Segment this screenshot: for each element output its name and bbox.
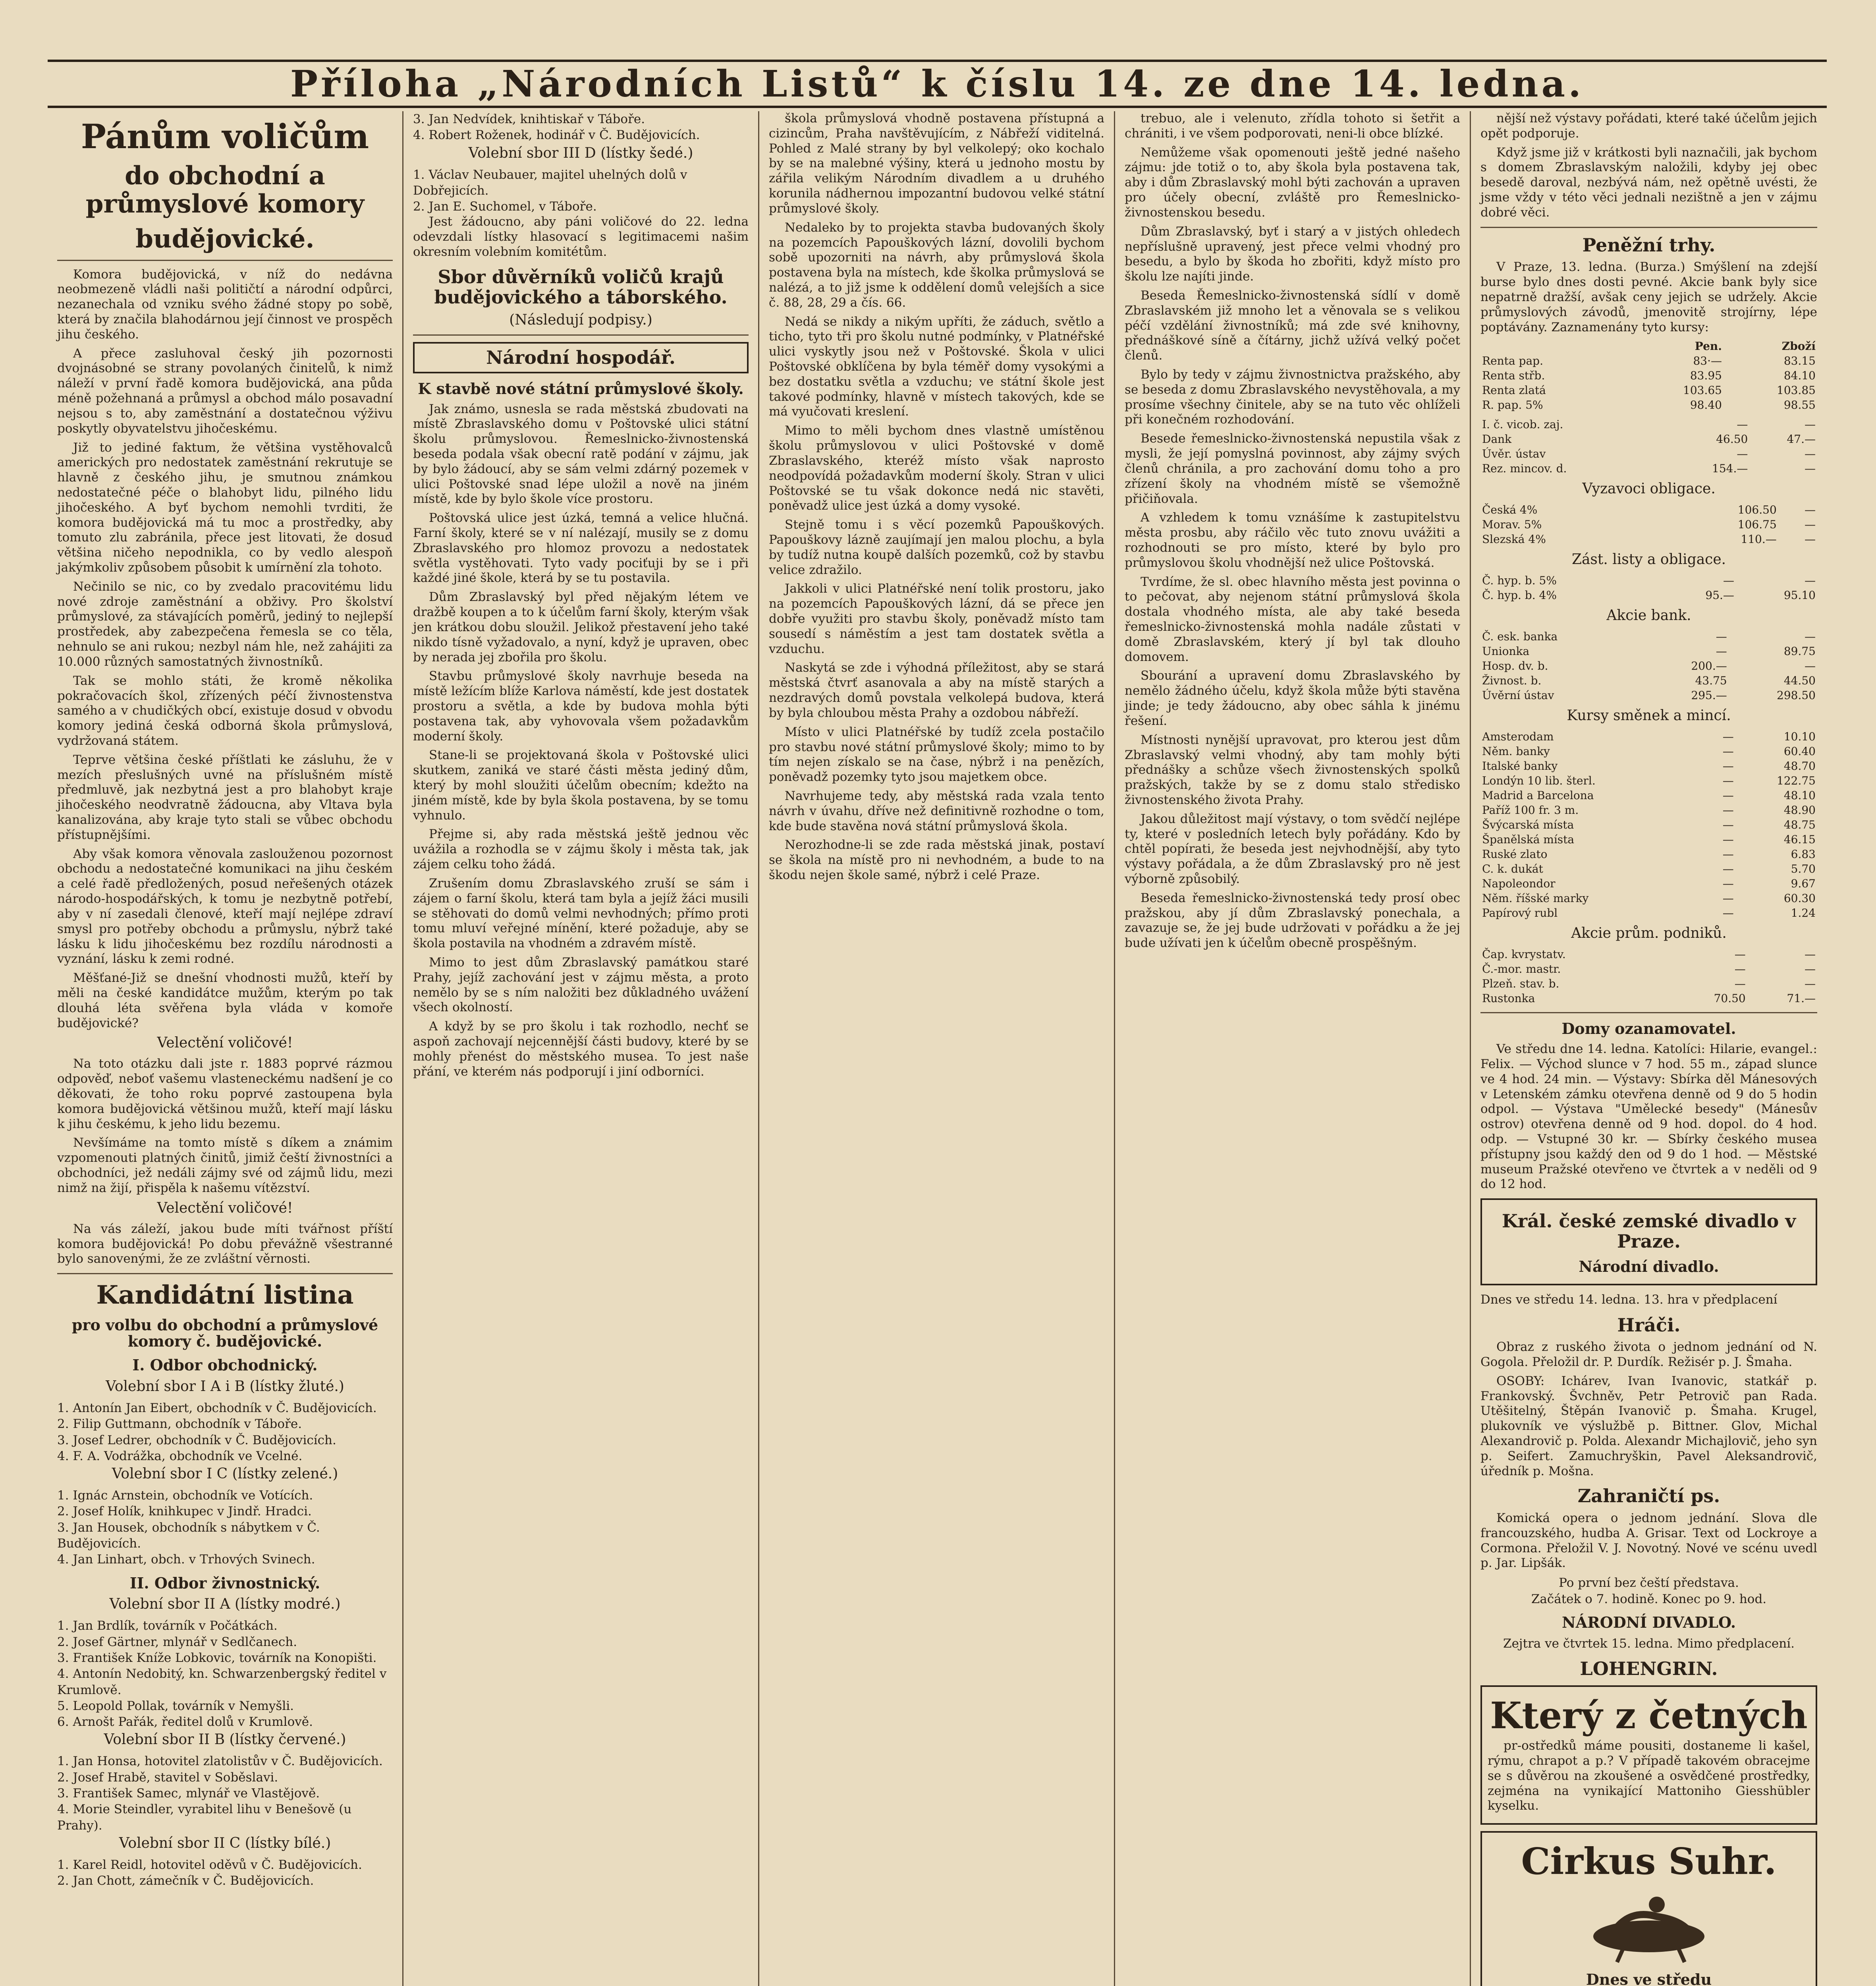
- table-cell: Papírový rubl: [1482, 906, 1558, 920]
- table-cell: R. pap. 5%: [1482, 398, 1543, 412]
- table-row: [1480, 991, 1817, 1006]
- table-cell: —: [1722, 759, 1734, 773]
- table-cell: 122.75: [1777, 774, 1816, 788]
- table-cell: —: [1716, 645, 1727, 658]
- table-cell: —: [1737, 418, 1748, 431]
- col1-title: Pánům voličům: [81, 117, 369, 156]
- table-header: [1480, 339, 1630, 354]
- table-cell: —: [1805, 418, 1816, 431]
- theatre-start: Začátek o 7. hodině. Konec po 9. hod.: [1531, 1592, 1767, 1606]
- table-header-row: [1480, 339, 1817, 354]
- candidate: 3. Jan Housek, obchodník s nábytkem v Č. Budějovicích.: [57, 1520, 320, 1551]
- theatre-title: NÁRODNÍ DIVADLO.: [1561, 1613, 1736, 1631]
- candidate: 4. Jan Linhart, obch. v Trhových Svinech.: [57, 1552, 315, 1567]
- table-row: [1480, 573, 1817, 588]
- table-row: [1480, 906, 1817, 920]
- advertisement-kasel: [1480, 1685, 1817, 1825]
- table-cell: 48.75: [1783, 818, 1816, 832]
- table-cell: —: [1722, 877, 1734, 891]
- table-cell: 46.50: [1716, 433, 1748, 446]
- candidate: 4. Morie Steindler, vyrabitel lihu v Benešově (u Prahy).: [57, 1802, 352, 1833]
- candidate: 1. Antonín Jan Eibert, obchodník v Č. Budějovicích.: [57, 1401, 377, 1415]
- ad-title: Který z četných: [1490, 1694, 1808, 1737]
- table-header: Zboží: [1781, 340, 1816, 353]
- paragraph: Nevšímáme na tomto místě s díkem a známim vzpomenouti platných činitů, jimiž čeští živnostníci a obchodníci, jež nedáli zájmy své od zájmů lidu, mezi nimž na žijí, přispěla k našemu vítězství.: [57, 1136, 393, 1195]
- table-row: [1480, 673, 1817, 688]
- theatre-box: [1480, 1198, 1817, 1285]
- table-cell: Česká 4%: [1482, 503, 1538, 517]
- paragraph: Jakkoli v ulici Platnéřské není tolik prostoru, jako na pozemcích Papouškových lázní, dá se přece jen dobře využiti pro stavbu školy, poněvadž místo tam sousedí s náměstím a jest tam dostatek světla a vzduchu.: [769, 582, 1104, 656]
- table-row: [1480, 688, 1817, 703]
- paragraph: Zrušením domu Zbraslavského zruší se sám i zájem o farní školu, která tam byla a jejíž žáci musili se stěhovati do domů velmi nevhodných; přímo proti tomu mluví veřejné mínění, které požaduje, aby se škola postavila na vhodném a zdravém místě.: [413, 876, 749, 951]
- table-cell: 48.70: [1783, 759, 1816, 773]
- paragraph: Měšťané-Již se dnešní vhodnosti mužů, kteří by měli na české kandidátce mužům, kterým po tak dlouhá léta svěřena byla vláda v komoře budějovické?: [57, 971, 393, 1030]
- masthead: Příloha „Národních Listů“ k číslu 14. ze dne 14. ledna.: [48, 60, 1827, 108]
- table-row: [1480, 398, 1817, 412]
- table-title: Akcie prům. podniků.: [1571, 925, 1727, 942]
- ad-title: Cirkus Suhr.: [1521, 1840, 1777, 1883]
- play-cast: OSOBY: Ichárev, Ivan Ivanovic, statkář p. Frankovský. Švchněv, Petr Petrovič pan Rada. Utěšitelný, Štěpán Ivanovič p. Šmaha. Krugel, plukovník ve výslužbě p. Bittner. Glov, Michal Alexandrovič p. Polda. Alexandr Michajlovič, jeho syn p. Seifert. Zamuchryškin, Pavel Aleksandrovič, úředník p. Mošna.: [1480, 1374, 1817, 1478]
- paragraph: Navrhujeme tedy, aby městská rada vzala tento návrh v úvahu, dříve než definitivně rozhodne o tom, kde bude stavěna nová státní průmyslová škola.: [769, 788, 1104, 833]
- paragraph: Na toto otázku dali jste r. 1883 poprvé rázmou odpověď, neboť vašemu vlasteneckému nadšení je co děkovati, že toho roku poprvé zastoupena byla komora budějovická většinou mužů, kteří mají lásku k jihu českému, k jeho lidu bezemu.: [57, 1057, 393, 1131]
- paragraph: Místo v ulici Platnéřské by tudíž zcela postačilo pro stavbu nové státní průmyslové školy; mimo to by tím nejen získalo se na čase, nýbrž i na penězích, poněvadž pozemky tyto jsou majetkem obce.: [769, 724, 1104, 784]
- table-row: [1480, 759, 1817, 773]
- paragraph: Besede řemeslnicko-živnostenská nepustila však z mysli, že její pomyslná povinnost, aby zájmy svých členů chránila, a pro zachování domu toho a pro zřízení školy na vhodném místě se všemožně přičiňovala.: [1125, 431, 1460, 506]
- table-cell: 83.15: [1783, 354, 1816, 368]
- subheading: Velectění voličové!: [157, 1035, 293, 1051]
- table-cell: 103.65: [1683, 384, 1722, 397]
- table-cell: Švýcarská místa: [1482, 818, 1574, 832]
- table-cell: 83.95: [1690, 369, 1722, 383]
- divider: [57, 260, 393, 261]
- paragraph: Přejme si, aby rada městská ještě jednou věc uvážila a rozhodla se v zájmu školy i města tak, jak zájem celku toho žádá.: [413, 827, 749, 872]
- table-cell: —: [1722, 774, 1734, 788]
- theatre-price: Po první bez čeští představa.: [1559, 1576, 1739, 1590]
- paragraph: Když jsme již v krátkosti byli naznačili, jak bychom s domem Zbraslavským naložili, kdyby jej obec besedě daroval, nezbývá nám, než opětně uvésti, že jsme vždy v této věci jednali nezištně a jen v zájmu dobré věci.: [1480, 145, 1817, 220]
- col1-title-3: budějovické.: [135, 224, 315, 254]
- table-cell: Paříž 100 fr. 3 m.: [1482, 804, 1579, 817]
- candidate: 1. Ignác Arnstein, obchodník ve Votících.: [57, 1488, 313, 1503]
- table-cell: Ruské zlato: [1482, 848, 1548, 861]
- table-cell: Renta střb.: [1482, 369, 1545, 383]
- table-cell: —: [1722, 730, 1734, 744]
- column-5: [1471, 111, 1827, 1986]
- column-3: [759, 111, 1115, 1986]
- table-cell: —: [1716, 630, 1727, 643]
- table-cell: Unionka: [1482, 645, 1530, 658]
- table-cell: 110.—: [1741, 533, 1777, 546]
- table-row: [1480, 659, 1817, 673]
- section-heading: I. Odbor obchodnický.: [132, 1356, 318, 1374]
- advertisement-circus: [1480, 1831, 1817, 1986]
- table-cell: —: [1805, 518, 1816, 531]
- play-title: LOHENGRIN.: [1580, 1658, 1718, 1679]
- table-body: [1480, 947, 1817, 1006]
- table-body: [1480, 573, 1817, 603]
- table-row: [1480, 729, 1817, 744]
- table-cell: 10.10: [1783, 730, 1816, 744]
- table-cell: —: [1722, 804, 1734, 817]
- table-cell: 298.50: [1777, 689, 1816, 702]
- table-row: [1480, 947, 1817, 962]
- paragraph: Jakou důležitost mají výstavy, o tom svědčí nejlépe ty, které v posledních letech byly pořádány. Kdo by chtěl popírati, že beseda jest nejvhodnější, aby tyto výstavy pořádala, a že dům Zbraslavský pro ně jest výborně způsobilý.: [1125, 811, 1460, 886]
- table-cell: Renta zlatá: [1482, 384, 1546, 397]
- finance-table-banks: [1480, 629, 1817, 703]
- table-cell: Italské banky: [1482, 759, 1558, 773]
- paragraph: Místnosti nynější upravovat, pro kterou jest dům Zbraslavský velmi vhodný, aby tam mohly býti přednášky a schůze všech živnostenských spolků pražských, takže by se z domu stalo středisko živnostenského života Prahy.: [1125, 732, 1460, 807]
- table-cell: 84.10: [1783, 369, 1816, 383]
- voting-body: Volební sbor II B (lístky červené.): [104, 1731, 346, 1748]
- candidate: 2. Josef Hrabě, stavitel v Soběslavi.: [57, 1770, 278, 1785]
- table-title: Kursy směnek a mincí.: [1567, 707, 1731, 724]
- candidate: 1. Karel Reidl, hotovitel oděvů v Č. Budějovicích.: [57, 1857, 362, 1872]
- table-cell: —: [1722, 848, 1734, 861]
- table-row: [1480, 644, 1817, 659]
- play-description: Komická opera o jednom jednání. Slova dle francouzského, hudba A. Grisar. Text od Lockroye a Cormona. Přeložil V. J. Novotný. Nové ve scénu uvedl p. Jar. Lipšák.: [1480, 1511, 1817, 1571]
- voting-body: Volební sbor III D (lístky šedé.): [468, 145, 693, 161]
- table-cell: 70.50: [1714, 992, 1746, 1005]
- paragraph: Beseda řemeslnicko-živnostenská tedy prosí obec pražskou, aby jí dům Zbraslavský ponechala, a zavazuje se, že jej bude udržovati v pořádku a že jej bude užívati jen k účelům obecně prospěšným.: [1125, 891, 1460, 950]
- candidate-list-subtitle: pro volbu do obchodní a průmyslové komory č. budějovické.: [71, 1316, 378, 1350]
- divider: [413, 334, 749, 336]
- paragraph: Nerozhodne-li se zde rada městská jinak, postaví se škola na místě pro ni nevhodném, a bude to na škodu nejen škole samé, nýbrž i celé Praze.: [769, 838, 1104, 882]
- finance-table-industry: [1480, 947, 1817, 1006]
- table-row: [1480, 832, 1817, 847]
- candidate: 2. Filip Guttmann, obchodník v Táboře.: [57, 1417, 302, 1432]
- finance-table-other: [1480, 417, 1817, 476]
- table-cell: 5.70: [1791, 862, 1816, 876]
- table-cell: 71.—: [1787, 992, 1816, 1005]
- theatre-date: Dnes ve středu 14. ledna. 13. hra v předplacení: [1480, 1292, 1778, 1307]
- candidate: 2. Josef Holík, knihkupec v Jindř. Hradci.: [57, 1504, 312, 1519]
- table-row: [1480, 502, 1817, 517]
- finance-title: Peněžní trhy.: [1582, 234, 1716, 256]
- finance-paragraph: V Praze, 13. ledna. (Burza.) Smýšlení na zdejší burse bylo dnes dosti pevné. Akcie bank byly sice nepatrně dražší, avšak ceny jejich se udržely. Akcie průmyslových závodů, jmenovitě strojírny, lépe poptávány. Zaznamenány tyto kursy:: [1480, 260, 1817, 334]
- daily-info-title: Domy ozanamovatel.: [1561, 1020, 1736, 1038]
- table-cell: —: [1805, 447, 1816, 461]
- table-cell: 106.50: [1737, 503, 1777, 517]
- table-cell: Čap. kvrystatv.: [1482, 948, 1566, 961]
- paragraph: Komora budějovická, v níž do nedávna neobmezeně vládli naši političtí a národní odpůrci, nezanechala od vzniku svého žádné stopy po sobě, která by značila blahodárnou její činnost ve prospěch jihu českého.: [57, 267, 393, 342]
- candidate: 3. Jan Nedvídek, knihtiskař v Táboře.: [413, 112, 645, 126]
- candidate: 1. Václav Neubauer, majitel uhelných dolů v Dobřejicích.: [413, 167, 687, 198]
- table-cell: 6.83: [1791, 848, 1816, 861]
- daily-info: Ve středu dne 14. ledna. Katolíci: Hilarie, evangel.: Felix. — Východ slunce v 7 hod. 55 m., západ slunce ve 4 hod. 24 min. — Výstavy: Sbírka děl Mánesových v Letenském zámku otevřena denně od 9 do 5 hodin odpol. — Výstava "Umělecké besedy" (Mánesův ostrov) otevřena denně od 9 hod. dopol. do 4 hod. odp. — Vstupné 30 kr. — Sbírky českého musea přístupny jsou každý den od 9 do 1 hod. — Městské museum Pražské otevřeno ve čtvrtek a v neděli od 9 do 12 hod.: [1480, 1042, 1817, 1192]
- voting-body: Volební sbor II A (lístky modré.): [109, 1596, 341, 1613]
- table-cell: Hosp. dv. b.: [1482, 659, 1548, 673]
- play-title: Hráči.: [1617, 1314, 1681, 1336]
- table-cell: Č. hyp. b. 4%: [1482, 589, 1557, 602]
- table-cell: 200.—: [1691, 659, 1727, 673]
- horse-rider-icon: [1565, 1885, 1732, 1964]
- paragraph: škola průmyslová vhodně postavena přístupná a cizincům, Praha navštěvujícím, z Nábřeží viditelná. Pohled z Malé strany by byl velkolepý; oko kochalo by se na malebné výšiny, která u jednoho mostu by zářila velikým Národním divadlem a u druhého korunila nádhernou impozantní budovou velké státní průmyslové školy.: [769, 111, 1104, 216]
- paragraph: Stavbu průmyslové školy navrhuje beseda na místě ležícím blíže Karlova náměstí, kde jest dostatek prostoru a světla, a kde by budova mohla býti postavena tak, aby vyhovovala všem požadavkům moderní školy.: [413, 669, 749, 744]
- table-body: [1480, 417, 1817, 476]
- table-row: [1480, 532, 1817, 547]
- table-row: [1480, 383, 1817, 398]
- table-header: Pen.: [1695, 340, 1722, 353]
- table-cell: —: [1722, 906, 1734, 920]
- table-cell: 103.85: [1777, 384, 1816, 397]
- table-row: [1480, 432, 1817, 446]
- theatre-subtitle: Národní divadlo.: [1579, 1258, 1719, 1276]
- table-cell: 295.—: [1691, 689, 1727, 702]
- table-cell: —: [1805, 948, 1816, 961]
- table-cell: —: [1737, 447, 1748, 461]
- table-cell: —: [1722, 833, 1734, 846]
- table-title: Vyzavoci obligace.: [1582, 481, 1716, 497]
- paragraph: Nemůžeme však opomenouti ještě jedné našeho zájmu: jde totiž o to, aby škola byla postavena tak, aby i dům Zbraslavský mohl býti zachován a upraven pro účely obecní, zvláště pro Řemeslnicko-živnostenskou besedu.: [1125, 145, 1460, 220]
- paragraph: Již to jediné faktum, že většina vystěhovalců amerických pro nedostatek zaměstnání rekrutuje se hlavně z českého jihu, je smutnou známkou nedostatečné péče o blahobyt lidu, pilného lidu jihočeského. A byť bychom nemohli tvrditi, že komora budějovická má tu moc a prostředky, aby tomuto zlu zabránila, přece jest litovati, že dosud většina ničeho nepodnikla, co by vedlo alespoň jakýmkoliv způsobem působit k umírnění zla tohoto.: [57, 440, 393, 575]
- candidate: 2. Jan E. Suchomel, v Táboře.: [413, 199, 597, 214]
- table-cell: Španělská místa: [1482, 833, 1575, 846]
- table-cell: —: [1805, 462, 1816, 475]
- candidate: 1. Jan Brdlík, továrník v Počátkách.: [57, 1619, 278, 1633]
- table-cell: —: [1805, 574, 1816, 587]
- table-cell: —: [1722, 818, 1734, 832]
- paragraph: Tak se mohlo státi, že kromě několika pokračovacích škol, zřízených péčí živnostenstva samého a v chudičkých obcí, existuje dosud v obvodu komory jediná česká odborná škola průmyslová, vydržovaná státem.: [57, 673, 393, 748]
- table-row: [1480, 803, 1817, 817]
- theatre-title: Král. české zemské divadlo v Praze.: [1502, 1210, 1796, 1252]
- table-body: [1480, 502, 1817, 547]
- paragraph: Poštovská ulice jest úzká, temná a velice hlučná. Farní školy, které se v ní nalézají, musily se z domu Zbraslavského pro hlomoz provozu a nedostatek světla vystěhovati. Tyto vady pociťuji by se i při každé jiné škole, která by se tu postavila.: [413, 511, 749, 585]
- subheading: Velectění voličové!: [157, 1200, 293, 1216]
- paragraph: Aby však komora věnovala zaslouženou pozornost obchodu a nedostatečné komunikaci na jihu českém a celé řadě předložených, posud neřešených otázek národo-hospodářských, k tomu je nezbytně potřebí, aby v ní zasedali členové, kteří mají nejlépe zdraví smysl pro potřeby obchodu a průmyslu, nýbrž také lásku k lidu jihočeskému bez rozdílu národnosti a vyznání, lásku k zemi rodné.: [57, 846, 393, 966]
- finance-table-exchange: [1480, 729, 1817, 920]
- table-cell: Rez. mincov. d.: [1482, 462, 1567, 475]
- table-cell: Úvěrní ústav: [1482, 689, 1554, 702]
- paragraph: Dům Zbraslavský, byť i starý a v jistých ohledech nepříslušně upravený, jest přece velmi vhodný pro besedu, a bylo by škoda ho zbořiti, když místo pro školu lze najíti jinde.: [1125, 224, 1460, 284]
- table-cell: 44.50: [1783, 674, 1816, 688]
- paragraph: Dům Zbraslavský byl před nějakým létem ve dražbě koupen a to k účelům farní školy, kterým však jen krátkou dobu sloužil. Jelikož přestavení jeho také nikdo tísně vyžadovalo, a nyní, když je upraven, obec by nerada jej zbořila pro školu.: [413, 590, 749, 665]
- table-row: [1480, 773, 1817, 788]
- paragraph: Teprve většina české příštlati ke zásluhu, že v mezích přeslušných uvné na příslušném místě předmluvě, jak nezbytná jest a pro blahobyt kraje jihočeského neodvratně žádoucna, aby Vltava byla kanalizována, aby kraje tyto stali se vůbec obchodu přístupnějšími.: [57, 752, 393, 842]
- paragraph: A přece zasluhoval český jih pozornosti dvojnásobné se strany povolaných činitelů, k nimž náleží v první řadě komora budějovická, ana půda méně požehnaná a průmysl a obchod málo posavadní nejsou s to, aby zaměstnání a dostatečnou výživu poskytly obyvatelstvu jihočeskému.: [57, 346, 393, 436]
- table-cell: I. č. vicob. zaj.: [1482, 418, 1563, 431]
- play-title: Zahraničtí ps.: [1577, 1485, 1720, 1507]
- table-cell: Něm. banky: [1482, 745, 1550, 758]
- ad-body: pr-ostředků máme pousiti, dostaneme li kašel, rýmu, chrapot a p.? V případě takovém obracejme se s důvěrou na zkoušené a osvědčené prostředky, zejména na vynikající Mattoniho Giesshübler kyselku.: [1488, 1739, 1810, 1813]
- table-cell: Morav. 5%: [1482, 518, 1542, 531]
- divider: [1480, 227, 1817, 228]
- table-cell: 154.—: [1712, 462, 1748, 475]
- column-1: [48, 111, 403, 1986]
- divider: [57, 1273, 393, 1274]
- paragraph: Jest žádoucno, aby páni voličové do 22. ledna odevzdali lístky hlasovací s legitimacemi našim okresním volebním komitétům.: [413, 214, 749, 259]
- table-row: [1480, 862, 1817, 876]
- paragraph: Stejně tomu i s věcí pozemků Papouškových. Papouškovy lázně zaujímají jen malou plochu, a byla by tudíž nutna koupě dalších pozemků, což by stavbu velice zdražilo.: [769, 518, 1104, 577]
- table-cell: Č. hyp. b. 5%: [1482, 574, 1557, 587]
- candidate: 3. František Samec, mlynář ve Vlastějově.: [57, 1786, 320, 1801]
- table-row: [1480, 788, 1817, 803]
- paragraph: trebuo, ale i velenuto, zřídla tohoto si šetřit a chrániti, i ve všem podporovati, neni-li obce blízké.: [1125, 111, 1460, 141]
- table-cell: —: [1805, 533, 1816, 546]
- table-cell: —: [1734, 948, 1746, 961]
- table-cell: Madrid a Barcelona: [1482, 789, 1594, 802]
- paragraph: Stane-li se projektovaná škola v Poštovské ulici skutkem, zaniká ve staré části města jediný dům, který by mohl sloužiti účelům obecním; kdežto na jiném místě, kde by byla škola postavena, by se tomu vyhnulo.: [413, 748, 749, 823]
- table-row: [1480, 817, 1817, 832]
- table-cell: —: [1805, 630, 1816, 643]
- voting-body: Volební sbor I A i B (lístky žluté.): [106, 1378, 344, 1395]
- section-national-economist: Národní hospodář.: [413, 342, 749, 373]
- divider: [1480, 1012, 1817, 1013]
- table-row: [1480, 588, 1817, 603]
- paragraph: Mimo to jest dům Zbraslavský památkou staré Prahy, jejíž zachování jest v zájmu města, a proto nemělo by se s ním naložiti bez důkladného uvážení všech okolností.: [413, 955, 749, 1015]
- table-cell: 9.67: [1791, 877, 1816, 891]
- article-title: K stavbě nové státní průmyslové školy.: [418, 379, 744, 398]
- table-row: [1480, 744, 1817, 759]
- table-cell: 83·—: [1693, 354, 1722, 368]
- table-row: [1480, 354, 1817, 368]
- table-cell: —: [1723, 574, 1734, 587]
- table-row: [1480, 417, 1817, 432]
- table-cell: 106.75: [1737, 518, 1777, 531]
- table-cell: —: [1805, 659, 1816, 673]
- paragraph: A vzhledem k tomu vznášíme k zastupitelstvu města prosbu, aby ráčilo věc tuto znovu uvážiti a rozhodnouti se pro místo, které by bylo pro průmyslovou školu vhodnější než ulice Poštovská.: [1125, 510, 1460, 570]
- table-cell: C. k. dukát: [1482, 862, 1543, 876]
- paragraph: Jak známo, usnesla se rada městská zbudovati na místě Zbraslavského domu v Poštovské ulici státní školu průmyslovou. Řemeslnicko-živnostenská beseda podala však obecní ratě podání v zájmu, jak by bylo žádoucí, aby se sám velmi zdárný pozemek v ulici Poštovské snad lépe uložil a nově na jiném místě, kde by bylo škole více prostoru.: [413, 402, 749, 506]
- table-cell: 95.—: [1705, 589, 1734, 602]
- table-cell: 46.15: [1783, 833, 1816, 846]
- table-row: [1480, 891, 1817, 906]
- table-cell: —: [1722, 862, 1734, 876]
- candidate-list-title: Kandidátní listina: [96, 1280, 354, 1310]
- table-cell: 43.75: [1695, 674, 1727, 688]
- committee-heading: Sbor důvěrníků voličů krajů budějovického a táborského.: [434, 266, 728, 308]
- table-cell: Č. esk. banka: [1482, 630, 1558, 643]
- table-cell: Živnost. b.: [1482, 674, 1542, 688]
- table-cell: 48.90: [1783, 804, 1816, 817]
- table-cell: 89.75: [1783, 645, 1816, 658]
- table-row: [1480, 976, 1817, 991]
- candidate: 3. Josef Ledrer, obchodník v Č. Budějovicích.: [57, 1433, 336, 1447]
- table-cell: 98.55: [1783, 398, 1816, 412]
- finance-table-obligations: [1480, 502, 1817, 547]
- table-row: [1480, 962, 1817, 976]
- voting-body: Volební sbor I C (lístky zelené.): [112, 1466, 338, 1482]
- candidate: 5. Leopold Pollak, továrník v Nemyšli.: [57, 1698, 294, 1713]
- paragraph: Beseda Řemeslnicko-živnostenská sídlí v domě Zbraslavském již mnoho let a věnovala se s velikou péčí vzdělání živnostníků; má zde své knihovny, přednáškové síně a čítárny, jichž užívá velký počet členů.: [1125, 288, 1460, 363]
- finance-table-rents: [1480, 339, 1817, 412]
- paragraph: Mimo to měli bychom dnes vlastně umístěnou školu průmyslovou v ulici Poštovské v domě Zbraslavského, kteréž místo však naprosto neodpovídá požadavkům moderní školy. Stran v ulici Poštovské se tu však dokonce nedá nic stavěti, poněvadž ulice jest úzká a domy vysoké.: [769, 423, 1104, 513]
- paragraph: Nedaleko by to projekta stavba budovaných školy na pozemcích Papouškových lázní, dovolili bychom sobě upozorniti na návrh, aby průmyslová škola postavena byla na místech, kde školka průmyslová se nalézá, a to již jsme k oddělení domů velejších a sice č. 88, 28, 29 a čís. 66.: [769, 220, 1104, 310]
- column-4: [1115, 111, 1471, 1986]
- table-cell: Londýn 10 lib. šterl.: [1482, 774, 1596, 788]
- table-body: [1480, 729, 1817, 920]
- paragraph: Naskytá se zde i výhodná příležitost, aby se stará městská čtvrť asanovala a aby na místě starých a nezdravých domů povstala velkolepá budova, která by byla chloubou města Prahy a ozdobou nábřeží.: [769, 661, 1104, 720]
- table-row: [1480, 368, 1817, 383]
- table-row: [1480, 629, 1817, 644]
- table-body: [1480, 629, 1817, 703]
- table-row: [1480, 446, 1817, 461]
- table-title: Zást. listy a obligace.: [1571, 551, 1726, 568]
- table-cell: Slezská 4%: [1482, 533, 1546, 546]
- table-body: [1480, 354, 1817, 412]
- table-cell: —: [1722, 745, 1734, 758]
- paragraph: Na vás záleží, jakou bude míti tvářnost příští komora budějovická! Po dobu převážně všestranné bylo sanovenými, že ze zvláštní věrnosti.: [57, 1221, 393, 1266]
- column-2: [403, 111, 759, 1986]
- table-cell: —: [1722, 892, 1734, 905]
- table-title: Akcie bank.: [1606, 607, 1691, 624]
- table-cell: 1.24: [1791, 906, 1816, 920]
- paragraph: Tvrdíme, že sl. obec hlavního města jest povinna o to pečovat, aby nejenom státní průmyslová škola dostala vhodného místa, ale aby také beseda řemeslnicko-živnostenská mohla nadále zůstati v domě Zbraslavském, který jí byl tak dlouho domovem.: [1125, 574, 1460, 664]
- table-cell: 98.40: [1690, 398, 1722, 412]
- table-cell: Renta pap.: [1482, 354, 1543, 368]
- section-heading: II. Odbor živnostnický.: [129, 1574, 320, 1592]
- col1-title-2: do obchodní a průmyslové komory: [85, 161, 365, 219]
- table-cell: 60.30: [1783, 892, 1816, 905]
- candidate: 2. Josef Gärtner, mlynář v Sedlčanech.: [57, 1634, 297, 1649]
- candidate: 3. František Kníže Lobkovic, továrník na Konopišti.: [57, 1650, 377, 1665]
- candidate: 1. Jan Honsa, hotovitel zlatolistův v Č. Budějovicích.: [57, 1754, 383, 1769]
- table-cell: Rustonka: [1482, 992, 1535, 1005]
- table-cell: 95.10: [1783, 589, 1816, 602]
- table-cell: Něm. říšské marky: [1482, 892, 1589, 905]
- table-cell: —: [1805, 503, 1816, 517]
- paragraph: Nečinilo se nic, co by zvedalo pracovitému lidu nové zdroje zaměstnání a obživy. Pro školství průmyslové, za stávajících poměrů, jediný to nejlepší prostředek, aby zabezpečena řemesla se co těla, nehnulo se ani rukou; nezbyl nám hle, než zahájiti za 10.000 různých samostatných živnostníků.: [57, 579, 393, 669]
- candidate: 4. Antonín Nedobitý, kn. Schwarzenbergský ředitel v Krumlově.: [57, 1667, 387, 1697]
- table-cell: 47.—: [1787, 433, 1816, 446]
- play-description: Obraz z ruského života o jednom jednání od N. Gogola. Přeložil dr. P. Durdík. Režisér p. J. Šmaha.: [1480, 1340, 1817, 1369]
- columns: [48, 111, 1827, 1986]
- table-cell: Napoleondor: [1482, 877, 1556, 891]
- table-row: [1480, 517, 1817, 532]
- paragraph: Sbourání a upravení domu Zbraslavského by nemělo žádného účelu, když škola může býti stavěna jinde; je tedy žádoucno, aby obec sáhla k jinému řešení.: [1125, 668, 1460, 728]
- finance-table-mortgage: [1480, 573, 1817, 603]
- table-row: [1480, 461, 1817, 476]
- paragraph: Nedá se nikdy a nikým upříti, že záduch, světlo a ticho, tyto tři pro školu nutné podmínky, v Platnéřské ulici vyskytly jsou než v Poštovské. Škola v ulici Poštovské obklíčena by byla téměř domy vysokými a bez dostatku světla a vzduchu; ve státní škole jest takové podmínky, hlavně v místech takových, kde se má vyučovati kreslení.: [769, 314, 1104, 419]
- committee-note: (Následují podpisy.): [509, 312, 652, 328]
- ad-subtitle: Dnes ve středu: [1586, 1970, 1712, 1986]
- candidate: 6. Arnošt Pařák, ředitel dolů v Krumlově.: [57, 1715, 313, 1729]
- table-cell: —: [1722, 789, 1734, 802]
- paragraph: Bylo by tedy v zájmu živnostnictva pražského, aby se beseda z domu Zbraslavského nevystěhovala, a my prosíme všechny činitele, aby se na tuto věc ohlíželi při konečném rozhodování.: [1125, 367, 1460, 427]
- table-cell: Amsterodam: [1482, 730, 1554, 744]
- candidate: 4. F. A. Vodrážka, obchodník ve Vcelné.: [57, 1449, 303, 1463]
- table-cell: Plzeň. stav. b.: [1482, 977, 1559, 991]
- table-cell: Úvěr. ústav: [1482, 447, 1546, 461]
- table-cell: 60.40: [1783, 745, 1816, 758]
- table-cell: Dank: [1482, 433, 1512, 446]
- table-cell: —: [1734, 977, 1746, 991]
- candidate: 4. Robert Roženek, hodinář v Č. Budějovicích.: [413, 128, 700, 143]
- table-row: [1480, 876, 1817, 891]
- table-cell: —: [1805, 962, 1816, 976]
- table-cell: Č.-mor. mastr.: [1482, 962, 1561, 976]
- theatre-date: Zejtra ve čtvrtek 15. ledna. Mimo předplacení.: [1503, 1636, 1795, 1651]
- table-cell: —: [1734, 962, 1746, 976]
- voting-body: Volební sbor II C (lístky bílé.): [119, 1835, 331, 1851]
- table-cell: —: [1805, 977, 1816, 991]
- table-cell: 48.10: [1783, 789, 1816, 802]
- candidate: 2. Jan Chott, zámečník v Č. Budějovicích.: [57, 1874, 314, 1888]
- table-row: [1480, 847, 1817, 862]
- paragraph: A když by se pro školu i tak rozhodlo, nechť se aspoň zachovají nejcennější části budovy, které by se mohly přenést do městského musea. To jest naše přání, ve kterém nás podporují i jiní odborníci.: [413, 1019, 749, 1079]
- paragraph: nější než výstavy pořádati, které také účelům jejich opět podporuje.: [1480, 111, 1817, 141]
